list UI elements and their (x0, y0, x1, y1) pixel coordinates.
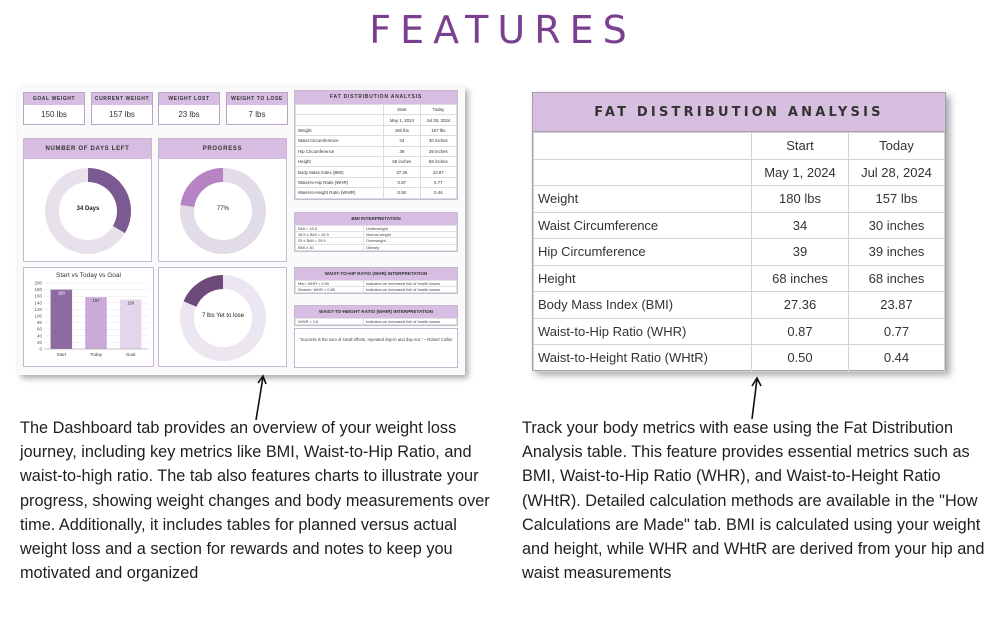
y-tick-label: 180 (34, 287, 42, 293)
page-title: FEATURES (369, 8, 636, 52)
table-row (534, 265, 945, 292)
table-cell: 30 inches (420, 136, 456, 146)
donut-label: 77% (216, 206, 229, 212)
table-cell: Body Mass Index (BMI) (534, 292, 752, 319)
y-tick-label: 120 (34, 306, 42, 312)
bar (85, 297, 106, 349)
table-row (296, 177, 457, 187)
table-cell: 68 inches (849, 265, 945, 292)
table-cell (296, 115, 384, 125)
table-cell: May 1, 2024 (752, 159, 849, 186)
table-cell: 34 (384, 136, 421, 146)
fda-small-table (294, 90, 458, 200)
start-today-goal-chart (23, 267, 154, 367)
bar (120, 300, 141, 350)
table-cell: 18.5 ≤ BMI < 24.9 (296, 232, 364, 238)
y-tick-label: 0 (39, 346, 42, 352)
donut-label: 7 lbs Yet to lose (201, 313, 245, 319)
interp-title: WAIST-TO-HIP RATIO (WHR) INTERPRETATION (295, 268, 457, 280)
table-cell: 68 inches (384, 156, 421, 166)
metric-card-goal-weight (23, 92, 85, 125)
x-tick-label: Today (89, 352, 103, 357)
y-tick-label: 160 (34, 293, 42, 299)
table-cell: Women: WHR > 0.85 (296, 287, 364, 293)
table-cell: 34 (752, 212, 849, 239)
metric-card-weight-lost (158, 92, 220, 125)
days-left-panel (23, 138, 152, 262)
table-cell: 39 (752, 239, 849, 266)
table-cell: Obesity (364, 244, 457, 250)
whr-interpretation (294, 267, 458, 294)
table-row (534, 345, 945, 372)
metric-label: GOAL WEIGHT (24, 93, 84, 105)
table-cell: Start (752, 133, 849, 160)
table-cell: 30 inches (849, 212, 945, 239)
donut-segment (88, 175, 124, 230)
table-row (296, 136, 457, 146)
bar (51, 290, 72, 349)
interp-table (295, 225, 457, 251)
bar-value-label: 150 (127, 300, 135, 306)
table-cell (534, 133, 752, 160)
motivational-quote: "Success is the sum of small efforts, repeated day-in and day-out." – Robert Collier (294, 328, 458, 368)
table-cell: Waist-to-Height Ratio (WHtR) (296, 188, 384, 198)
metric-label: WEIGHT TO LOSE (227, 93, 287, 105)
table-cell (296, 105, 384, 115)
table-row (534, 292, 945, 319)
table-cell: 0.87 (384, 177, 421, 187)
table-cell: Height (296, 156, 384, 166)
table-row (296, 287, 457, 293)
x-tick-label: Start (56, 352, 67, 357)
yet-to-lose-donut (179, 274, 267, 362)
fat-distribution-analysis-table (532, 92, 946, 371)
bar-value-label: 180 (57, 290, 65, 296)
dashboard-preview (18, 87, 465, 375)
interp-table (295, 280, 457, 293)
table-cell: 27.36 (752, 292, 849, 319)
donut-segment (190, 282, 223, 304)
table-title: FAT DISTRIBUTION ANALYSIS (295, 91, 457, 104)
table-cell: WHtR > 0.5 (296, 319, 364, 325)
donut-label: 34 Days (76, 206, 100, 212)
chart-title: Start vs Today vs Goal (56, 272, 121, 279)
table-cell: 157 lbs (849, 186, 945, 213)
metric-label: WEIGHT LOST (159, 93, 219, 105)
table-cell: 0.87 (752, 318, 849, 345)
table-cell: 23.87 (849, 292, 945, 319)
yet-to-lose-panel (158, 267, 287, 367)
table-cell: Today (849, 133, 945, 160)
table-cell: 27.36 (384, 167, 421, 177)
table-cell: 39 inches (849, 239, 945, 266)
table-row (534, 159, 945, 186)
table-row (296, 105, 457, 115)
table-cell (534, 159, 752, 186)
table-cell: Waist Circumference (534, 212, 752, 239)
table-cell: Jul 28, 2024 (849, 159, 945, 186)
table-cell: May 1, 2024 (384, 115, 421, 125)
table-cell: Weight (296, 125, 384, 135)
table-row (296, 188, 457, 198)
table-cell: Waist-to-Height Ratio (WHtR) (534, 345, 752, 372)
fda-description: Track your body metrics with ease using the Fat Distribution Analysis table. This feature provides essential metrics such as BMI, Waist-to-Hip Ratio (WHR), and Waist-to-Height Ratio (WHtR). Detailed calculation methods are available in the "How Calculations are Made" tab. BMI is calculated using your weight and height, while WHR and WHtR are derived from your hip and waist measurements (522, 419, 985, 583)
metric-card-weight-to-lose (226, 92, 288, 125)
table-cell: Men: WHR > 0.90 (296, 281, 364, 287)
y-tick-label: 200 (34, 280, 42, 286)
fda-small-grid (295, 104, 457, 199)
table-cell: 0.77 (849, 318, 945, 345)
table-cell: 180 lbs (752, 186, 849, 213)
y-tick-label: 140 (34, 300, 42, 306)
table-cell: Waist Circumference (296, 136, 384, 146)
interp-title: BMI INTERPRETATION (295, 213, 457, 225)
table-cell: 39 (384, 146, 421, 156)
table-row (296, 125, 457, 135)
table-cell: BMI < 18.5 (296, 226, 364, 232)
table-cell: 180 lbs (384, 125, 421, 135)
y-tick-label: 40 (36, 333, 42, 339)
table-cell: Height (534, 265, 752, 292)
table-cell: Jul 28, 2024 (420, 115, 456, 125)
metric-card-current-weight (91, 92, 153, 125)
table-row (534, 186, 945, 213)
interp-title: WAIST-TO-HEIGHT RATIO (WHtR) INTERPRETATION (295, 306, 457, 318)
table-row (296, 319, 457, 325)
arrow-up-icon (745, 375, 765, 421)
table-row (534, 239, 945, 266)
table-cell: 68 inches (752, 265, 849, 292)
table-cell: Indicates an increased risk of health issues (364, 319, 457, 325)
metric-value: 7 lbs (248, 110, 266, 119)
table-cell: Indicates an increased risk of health issues (364, 287, 457, 293)
table-row (534, 318, 945, 345)
table-row (296, 115, 457, 125)
table-cell: Underweight (364, 226, 457, 232)
progress-panel (158, 138, 287, 262)
metric-value: 150 lbs (41, 110, 67, 119)
metric-label: CURRENT WEIGHT (92, 93, 152, 105)
bar-chart-svg (24, 279, 153, 361)
days-left-donut (44, 167, 132, 255)
progress-donut (179, 167, 267, 255)
table-cell: Waist-to-Hip Ratio (WHR) (296, 177, 384, 187)
table-cell: Weight (534, 186, 752, 213)
donut-segment (187, 175, 223, 206)
table-cell: Overweight (364, 238, 457, 244)
y-tick-label: 80 (36, 320, 42, 326)
metric-value: 23 lbs (178, 110, 200, 119)
table-cell: Normal weight (364, 232, 457, 238)
table-row (296, 156, 457, 166)
y-tick-label: 60 (36, 326, 42, 332)
table-cell: BMI ≥ 30 (296, 244, 364, 250)
table-cell: 0.44 (420, 188, 456, 198)
bmi-interpretation (294, 212, 458, 252)
bar-value-label: 157 (92, 298, 100, 304)
table-row (296, 244, 457, 250)
table-cell: 0.50 (752, 345, 849, 372)
y-tick-label: 100 (34, 313, 42, 319)
table-cell: Indicates an increased risk of health issues (364, 281, 457, 287)
table-title: FAT DISTRIBUTION ANALYSIS (533, 93, 945, 132)
fda-grid (533, 132, 945, 372)
table-cell: 23.87 (420, 167, 456, 177)
table-cell: Waist-to-Hip Ratio (WHR) (534, 318, 752, 345)
table-cell: Start (384, 105, 421, 115)
interp-table (295, 318, 457, 325)
table-row (534, 133, 945, 160)
metric-value: 157 lbs (109, 110, 135, 119)
table-cell: 39 inches (420, 146, 456, 156)
table-row (534, 212, 945, 239)
table-cell: 68 inches (420, 156, 456, 166)
x-tick-label: Goal (125, 352, 136, 357)
table-cell: 25 ≤ BMI < 29.9 (296, 238, 364, 244)
table-row (296, 167, 457, 177)
table-row (296, 281, 457, 287)
table-cell: Today (420, 105, 456, 115)
table-cell: Hip Circumference (296, 146, 384, 156)
table-cell: 0.44 (849, 345, 945, 372)
table-cell: Body Mass Index (BMI) (296, 167, 384, 177)
y-tick-label: 20 (36, 339, 42, 345)
table-row (296, 146, 457, 156)
table-cell: 0.50 (384, 188, 421, 198)
table-cell: Hip Circumference (534, 239, 752, 266)
table-cell: 0.77 (420, 177, 456, 187)
table-cell: 157 lbs (420, 125, 456, 135)
panel-title: PROGRESS (159, 139, 286, 159)
panel-title: NUMBER OF DAYS LEFT (24, 139, 151, 159)
dashboard-description: The Dashboard tab provides an overview of your weight loss journey, including key metrics like BMI, Waist-to-Hip Ratio, and waist-to-high ratio. The tab also features charts to illustrate your progress, showing weight changes and body measurements over time. Additionally, it includes tables for planned versus actual weight loss and a section for rewards and notes to keep you motivated and organized (20, 419, 490, 583)
whtr-interpretation (294, 305, 458, 326)
